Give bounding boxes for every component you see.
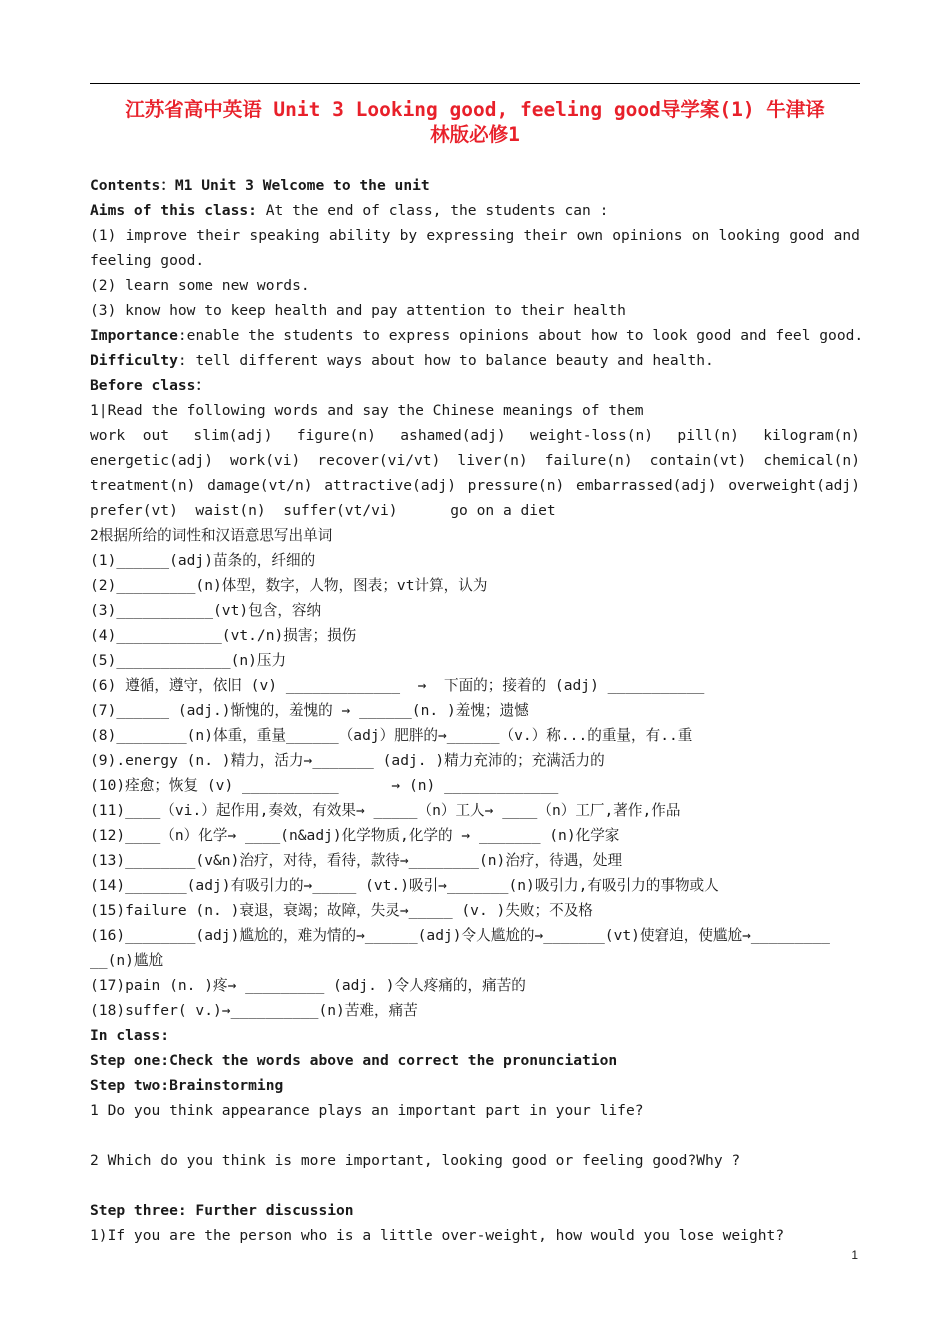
contents-line — [90, 173, 860, 198]
vocab-word: chemical(n) — [763, 452, 860, 469]
vocab-word: attractive(adj) — [324, 477, 456, 494]
importance-line — [90, 323, 864, 348]
difficulty-value: : tell different ways about how to balance beauty and health. — [177, 352, 714, 369]
aim-word: their — [196, 227, 241, 244]
contents-label: Contents： — [90, 177, 175, 194]
aim-word: their — [523, 227, 568, 244]
aim-word: and — [833, 227, 860, 244]
aim-word: (1) — [90, 227, 117, 244]
importance-value: :enable the students to express opinions about how to look good and feel good. — [177, 327, 864, 344]
difficulty-label: Difficulty — [90, 352, 178, 369]
question-2: 2 Which do you think is more important, looking good or feeling good?Why ? — [90, 1152, 741, 1169]
vocab-word: damage(vt/n) — [207, 477, 313, 494]
aim-word: expressing — [426, 227, 515, 244]
before-class-heading: Before class： — [90, 377, 211, 394]
aim-word: by — [399, 227, 418, 244]
word-row-1 — [90, 423, 860, 448]
exercise-item: (8)________(n)体重，重量______（adj）肥胖的→______（v.）称...的重量，有..重 — [90, 727, 693, 744]
task-2-instruction: 2根据所给的词性和汉语意思写出单词 — [90, 527, 333, 544]
exercise-item: (10)痊愈；恢复 (v) ___________ → (n) _____________ — [90, 777, 559, 794]
word-row-4: prefer(vt) waist(n) suffer(vt/vi) go on a diet — [90, 502, 556, 519]
vocab-word: treatment(n) — [90, 477, 196, 494]
page-title — [90, 97, 860, 147]
exercise-item: (1)______(adj)苗条的，纤细的 — [90, 552, 316, 569]
vocab-word: embarrassed(adj) — [575, 477, 717, 494]
vocab-word: recover(vi/vt) — [317, 452, 441, 469]
exercise-item: (3)___________(vt)包含，容纳 — [90, 602, 322, 619]
vocab-word: overweight(adj) — [728, 477, 860, 494]
exercise-item: (14)_______(adj)有吸引力的→_____ (vt.)吸引→_______(n)吸引力,有吸引力的事物或人 — [90, 877, 719, 894]
aim-word: own — [576, 227, 603, 244]
task-1-instruction: 1|Read the following words and say the Chinese meanings of them — [90, 402, 644, 419]
exercise-item: (7)______ (adj.)惭愧的，羞愧的 → ______(n. )羞愧；遗憾 — [90, 702, 529, 719]
exercise-item: (2)_________(n)体型，数字，人物，图表；vt计算，认为 — [90, 577, 488, 594]
in-class-heading: In class: — [90, 1027, 170, 1044]
aims-line — [90, 198, 860, 223]
vocab-word: figure(n) — [296, 427, 376, 444]
aim-item-1 — [90, 223, 860, 248]
aims-value: At the end of class, the students can : — [256, 202, 609, 219]
answer-space — [90, 1123, 860, 1148]
aim-word: improve — [125, 227, 188, 244]
aims-label: Aims of this class: — [90, 202, 257, 219]
vocab-word: energetic(adj) — [90, 452, 214, 469]
word-row-2 — [90, 448, 860, 473]
document-body — [90, 173, 864, 1248]
exercise-item: (15)failure (n. )衰退，衰竭；故障，失灵→_____ (v. )失败；不及格 — [90, 902, 593, 919]
exercise-item: (18)suffer( v.)→__________(n)苦难，痛苦 — [90, 1002, 418, 1019]
vocab-word: ashamed(adj) — [400, 427, 506, 444]
aim-word: good — [789, 227, 825, 244]
word-row-3 — [90, 473, 860, 498]
aim-word: ability — [328, 227, 391, 244]
question-3: 1)If you are the person who is a little over-weight, how would you lose weight? — [90, 1227, 785, 1244]
header-rule — [90, 83, 860, 84]
exercise-item: (5)_____________(n)压力 — [90, 652, 287, 669]
vocab-word: kilogram(n) — [763, 427, 860, 444]
page-number: 1 — [851, 1248, 858, 1262]
exercise-item: (4)____________(vt./n)损害；损伤 — [90, 627, 357, 644]
difficulty-line — [90, 348, 860, 373]
vocab-word: work(vi) — [230, 452, 301, 469]
vocab-word: pressure(n) — [467, 477, 565, 494]
exercise-item: __(n)尴尬 — [90, 952, 164, 969]
step-one: Step one:Check the words above and correct the pronunciation — [90, 1052, 618, 1069]
aim-word: looking — [718, 227, 780, 244]
exercise-item: (13)________(v&n)治疗，对待，看待，款待→________(n)治疗，待遇，处理 — [90, 852, 623, 869]
title-line-2: 林版必修1 — [430, 123, 520, 146]
vocab-word: liver(n) — [457, 452, 528, 469]
step-three: Step three: Further discussion — [90, 1202, 354, 1219]
aim-word: opinions — [612, 227, 683, 244]
question-1: 1 Do you think appearance plays an important part in your life? — [90, 1102, 644, 1119]
contents-value: M1 Unit 3 Welcome to the unit — [174, 177, 430, 194]
vocab-word: work out — [90, 427, 170, 444]
aim-item-1-cont: feeling good. — [90, 252, 205, 269]
exercise-item: (12)____（n）化学→ ____(n&adj)化学物质,化学的 → _______ (n)化学家 — [90, 827, 620, 844]
aim-item-3: (3) know how to keep health and pay attention to their health — [90, 302, 626, 319]
step-two: Step two:Brainstorming — [90, 1077, 284, 1094]
vocab-word: pill(n) — [677, 427, 739, 444]
vocab-word: contain(vt) — [649, 452, 747, 469]
exercise-item: (16)________(adj)尴尬的，难为情的→______(adj)令人尴尬的→_______(vt)使窘迫，使尴尬→_________ — [90, 927, 830, 944]
exercise-item: (17)pain (n. )疼→ _________ (adj. )令人疼痛的，痛苦的 — [90, 977, 526, 994]
exercise-item: (6) 遵循，遵守，依旧 (v) _____________ → 下面的；接着的 (adj) ___________ — [90, 677, 705, 694]
exercise-item: (11)____（vi.）起作用,奏效，有效果→ _____（n）工人→ ____（n）工厂,著作,作品 — [90, 802, 681, 819]
aim-word: speaking — [249, 227, 320, 244]
exercise-item: (9).energy (n. )精力，活力→_______ (adj. )精力充沛的；充满活力的 — [90, 752, 605, 769]
answer-space — [90, 1173, 860, 1198]
importance-label: Importance — [90, 327, 178, 344]
aim-word: on — [691, 227, 710, 244]
vocab-word: failure(n) — [544, 452, 633, 469]
vocab-word: slim(adj) — [193, 427, 273, 444]
aim-item-2: (2) learn some new words. — [90, 277, 310, 294]
vocab-word: weight-loss(n) — [530, 427, 654, 444]
title-line-1: 江苏省高中英语 Unit 3 Looking good, feeling good导学案(1) 牛津译 — [125, 98, 825, 121]
